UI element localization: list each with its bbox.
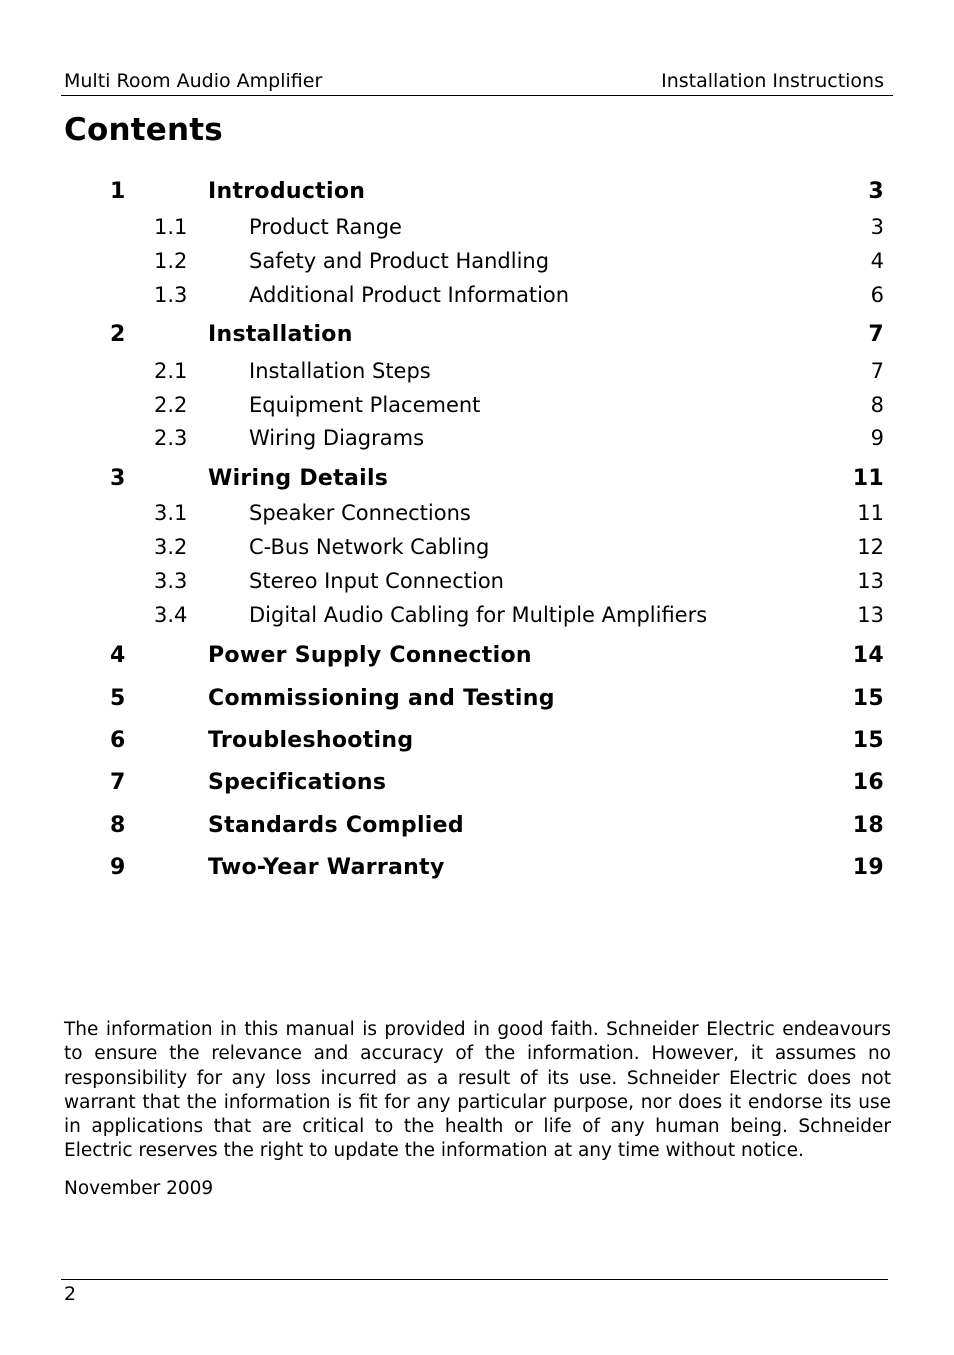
toc-entry-page: 4 bbox=[870, 249, 884, 273]
toc-entry-number: 1.1 bbox=[154, 215, 188, 239]
toc-entry-page: 16 bbox=[852, 770, 884, 795]
toc-chapter-entry[interactable] bbox=[0, 175, 954, 209]
toc-entry-title: Wiring Details bbox=[208, 466, 389, 491]
toc-entry-page: 7 bbox=[868, 322, 884, 347]
toc-entry-title: Speaker Connections bbox=[249, 501, 471, 525]
toc-entry-title: Equipment Placement bbox=[249, 393, 481, 417]
toc-entry-number: 7 bbox=[110, 770, 126, 795]
toc-entry-title: Commissioning and Testing bbox=[208, 686, 555, 711]
toc-entry-number: 1 bbox=[110, 179, 126, 204]
toc-entry-number: 3.2 bbox=[154, 535, 188, 559]
disclaimer-paragraph: The information in this manual is provided in good faith. Schneider Electric endeavours to ensure the relevance and accuracy of the information. However, it assumes no responsibility for any loss incurred as a result of its use. Schneider Electric does not warrant that the information is fit for any particular purpose, nor does it endorse its use in applications that are critical to the health or life of any human being. Schneider Electric reserves the right to update the information at any time without notice. bbox=[64, 1019, 891, 1162]
toc-entry-number: 3.3 bbox=[154, 569, 188, 593]
toc-entry-page: 11 bbox=[852, 466, 884, 491]
toc-entry-number: 6 bbox=[110, 728, 126, 753]
toc-entry-page: 12 bbox=[857, 535, 884, 559]
toc-chapter-entry[interactable] bbox=[0, 809, 954, 843]
toc-section-entry[interactable] bbox=[0, 530, 954, 564]
toc-entry-number: 1.2 bbox=[154, 249, 188, 273]
toc-chapter-entry[interactable] bbox=[0, 462, 954, 496]
footer-divider bbox=[61, 1279, 888, 1280]
toc-entry-page: 11 bbox=[857, 501, 884, 525]
toc-entry-title: Introduction bbox=[208, 179, 366, 204]
header-document-title: Multi Room Audio Amplifier bbox=[64, 70, 323, 92]
toc-chapter-entry[interactable] bbox=[0, 318, 954, 352]
toc-entry-title: Two-Year Warranty bbox=[208, 855, 445, 880]
toc-section-entry[interactable] bbox=[0, 210, 954, 244]
header-document-type: Installation Instructions bbox=[661, 70, 884, 92]
toc-section-entry[interactable] bbox=[0, 244, 954, 278]
toc-entry-number: 3.1 bbox=[154, 501, 188, 525]
toc-entry-page: 8 bbox=[870, 393, 884, 417]
toc-entry-title: Wiring Diagrams bbox=[249, 426, 425, 450]
toc-entry-number: 3.4 bbox=[154, 603, 188, 627]
toc-entry-title: Installation Steps bbox=[249, 359, 431, 383]
toc-entry-page: 19 bbox=[852, 855, 884, 880]
toc-section-entry[interactable] bbox=[0, 354, 954, 388]
toc-entry-title: Stereo Input Connection bbox=[249, 569, 504, 593]
toc-entry-page: 3 bbox=[870, 215, 884, 239]
toc-section-entry[interactable] bbox=[0, 278, 954, 312]
toc-chapter-entry[interactable] bbox=[0, 724, 954, 758]
toc-entry-title: Troubleshooting bbox=[208, 728, 414, 753]
toc-section-entry[interactable] bbox=[0, 421, 954, 455]
toc-entry-title: C-Bus Network Cabling bbox=[249, 535, 490, 559]
toc-chapter-entry[interactable] bbox=[0, 682, 954, 716]
toc-entry-page: 18 bbox=[852, 813, 884, 838]
toc-entry-page: 15 bbox=[852, 728, 884, 753]
toc-entry-number: 9 bbox=[110, 855, 126, 880]
toc-entry-page: 14 bbox=[852, 643, 884, 668]
toc-chapter-entry[interactable] bbox=[0, 639, 954, 673]
toc-entry-title: Standards Complied bbox=[208, 813, 464, 838]
publication-date: November 2009 bbox=[64, 1178, 214, 1199]
toc-section-entry[interactable] bbox=[0, 564, 954, 598]
toc-entry-number: 2.3 bbox=[154, 426, 188, 450]
toc-entry-number: 2.2 bbox=[154, 393, 188, 417]
toc-entry-page: 13 bbox=[857, 569, 884, 593]
toc-entry-number: 2 bbox=[110, 322, 126, 347]
toc-entry-number: 1.3 bbox=[154, 283, 188, 307]
toc-entry-title: Additional Product Information bbox=[249, 283, 570, 307]
toc-entry-number: 2.1 bbox=[154, 359, 188, 383]
toc-entry-page: 7 bbox=[870, 359, 884, 383]
page-title: Contents bbox=[64, 112, 223, 148]
toc-entry-title: Safety and Product Handling bbox=[249, 249, 550, 273]
toc-entry-page: 9 bbox=[870, 426, 884, 450]
toc-entry-number: 4 bbox=[110, 643, 126, 668]
page-number: 2 bbox=[64, 1283, 77, 1305]
toc-entry-title: Power Supply Connection bbox=[208, 643, 532, 668]
toc-entry-page: 13 bbox=[857, 603, 884, 627]
toc-entry-number: 3 bbox=[110, 466, 126, 491]
toc-chapter-entry[interactable] bbox=[0, 851, 954, 885]
toc-entry-page: 15 bbox=[852, 686, 884, 711]
toc-section-entry[interactable] bbox=[0, 496, 954, 530]
toc-entry-title: Product Range bbox=[249, 215, 402, 239]
toc-entry-number: 5 bbox=[110, 686, 126, 711]
toc-entry-title: Specifications bbox=[208, 770, 387, 795]
toc-chapter-entry[interactable] bbox=[0, 766, 954, 800]
toc-entry-title: Digital Audio Cabling for Multiple Amplifiers bbox=[249, 603, 708, 627]
toc-entry-number: 8 bbox=[110, 813, 126, 838]
toc-entry-page: 3 bbox=[868, 179, 884, 204]
toc-section-entry[interactable] bbox=[0, 598, 954, 632]
toc-entry-title: Installation bbox=[208, 322, 353, 347]
toc-section-entry[interactable] bbox=[0, 388, 954, 422]
toc-entry-page: 6 bbox=[870, 283, 884, 307]
